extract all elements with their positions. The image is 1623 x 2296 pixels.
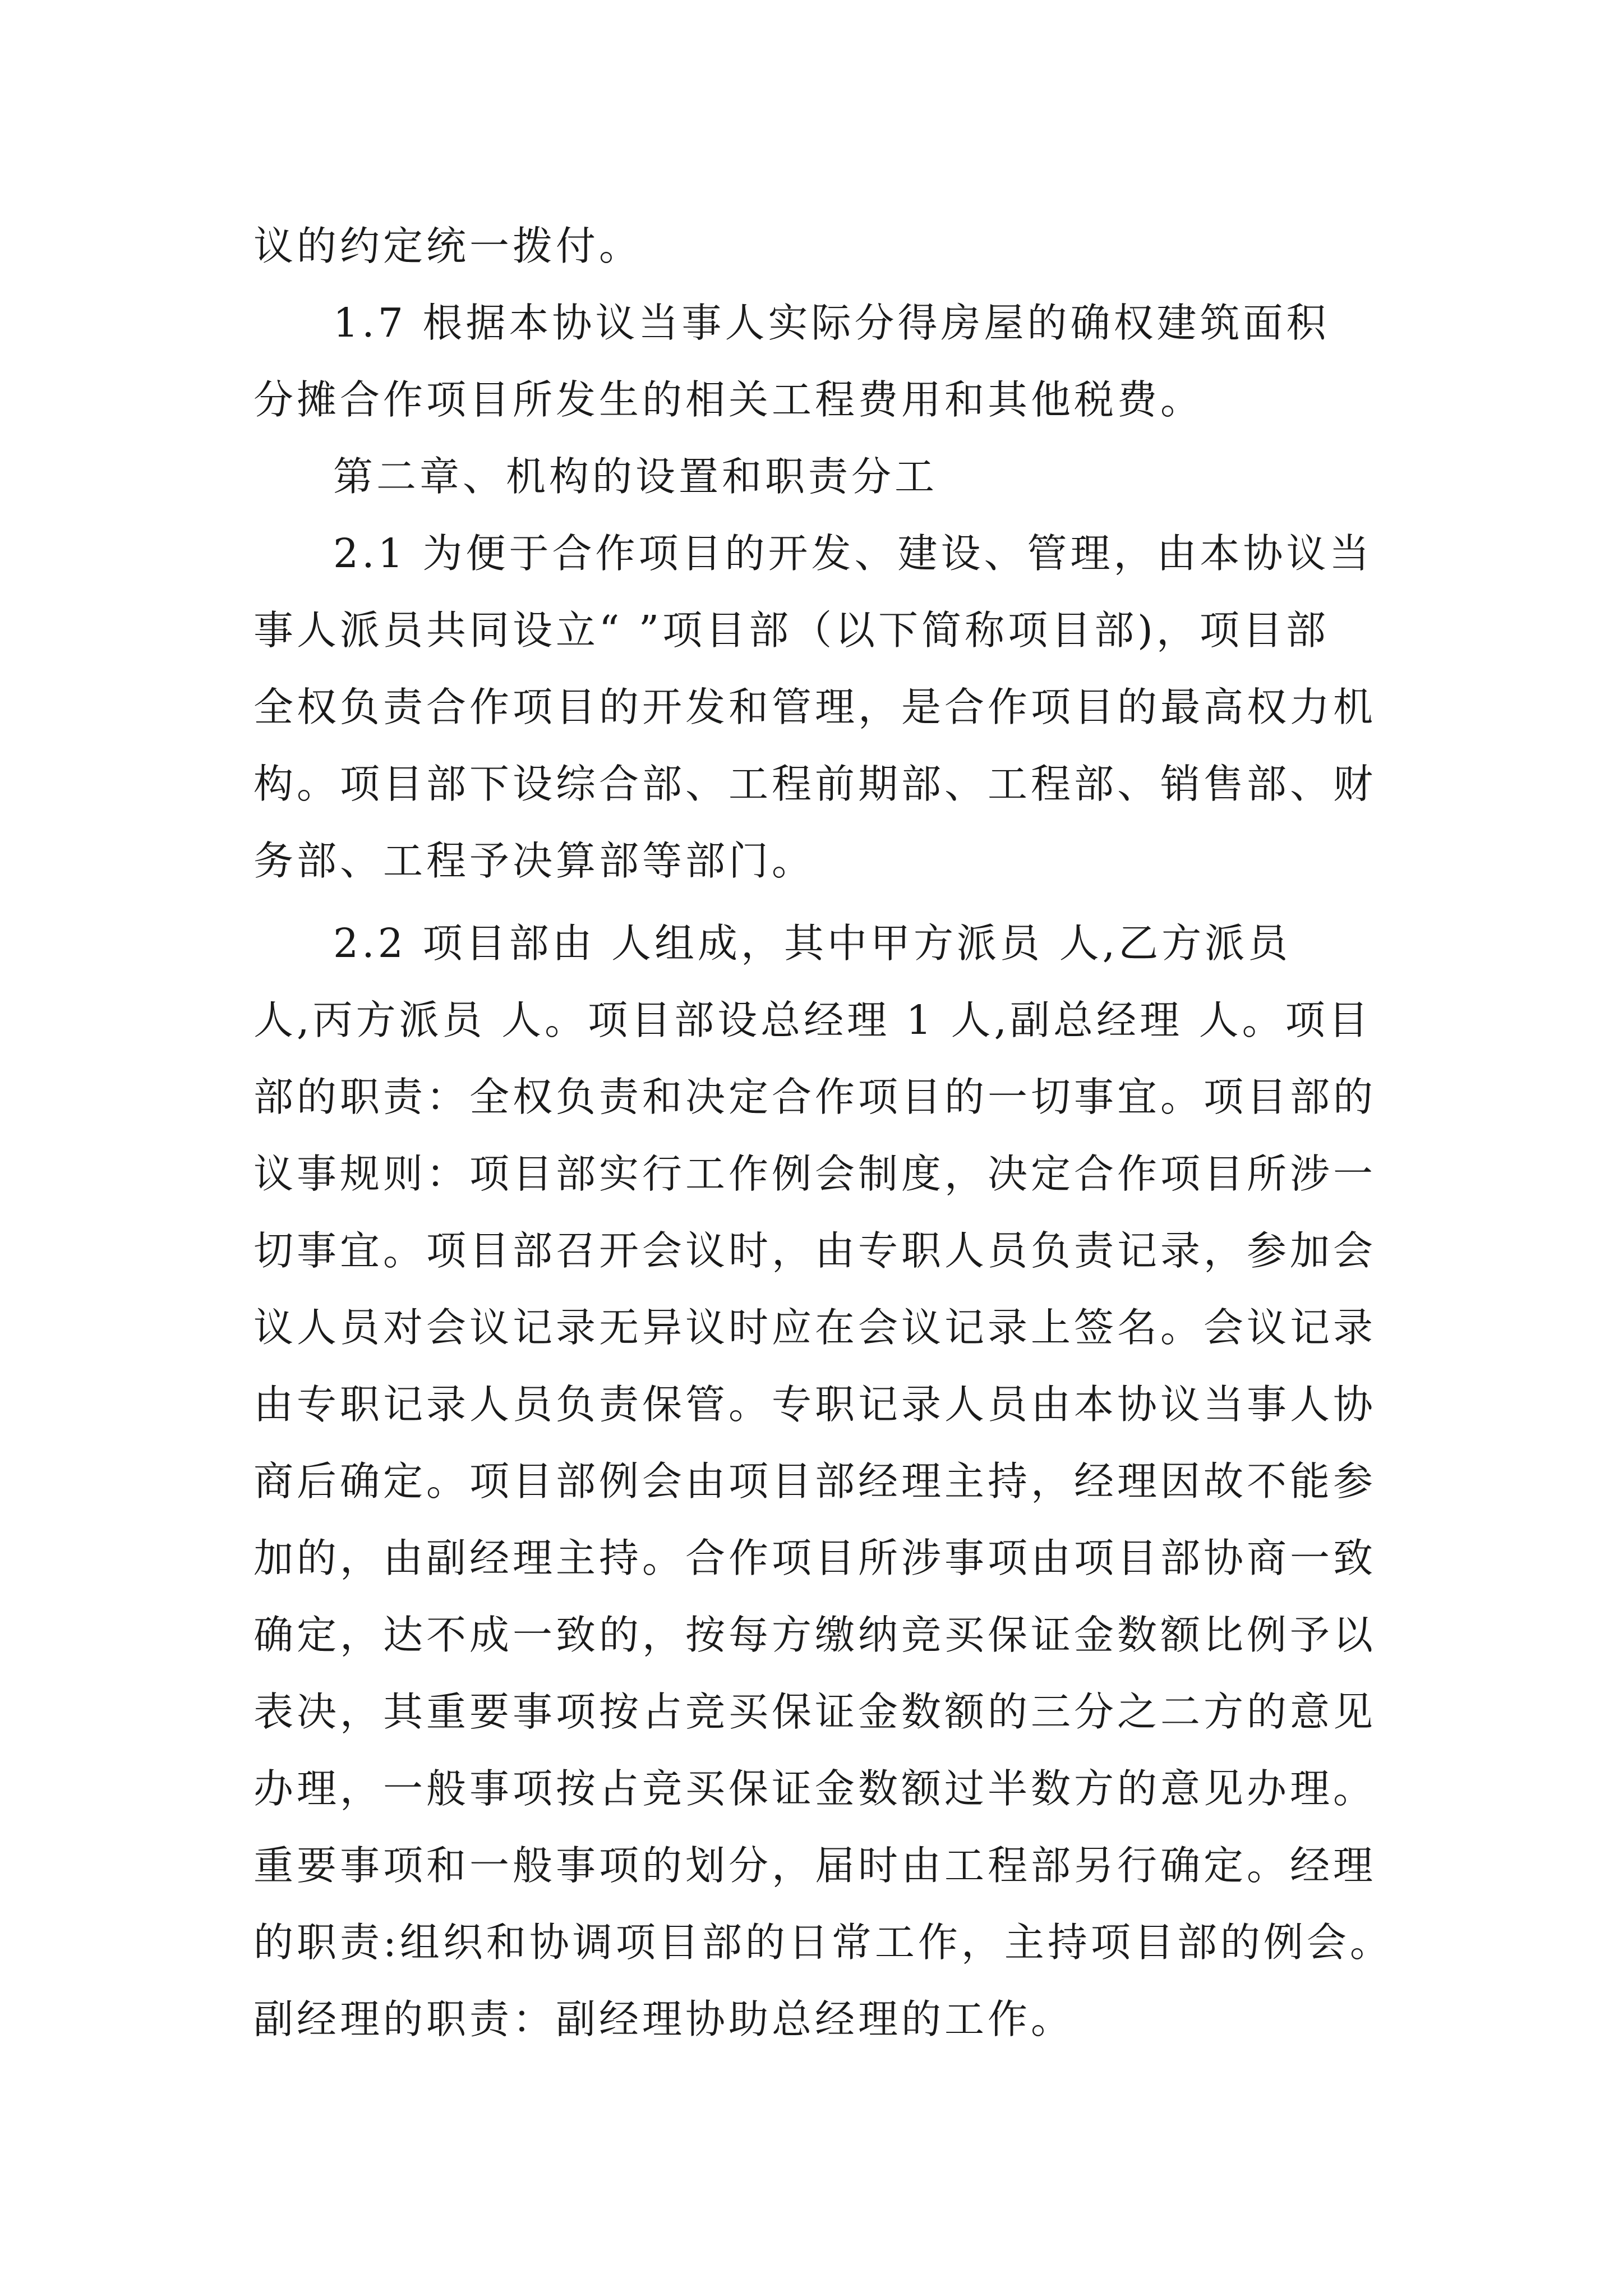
clause-2-1-line: 2.1 为便于合作项目的开发、建设、管理，由本协议当: [333, 530, 1373, 577]
text-line: 议的约定统一拨付。: [253, 223, 643, 269]
text-line: 议事规则：项目部实行工作例会制度，决定合作项目所涉一: [253, 1151, 1377, 1197]
text-line: 构。项目部下设综合部、工程前期部、工程部、销售部、财: [253, 761, 1377, 807]
text-line: 确定，达不成一致的，按每方缴纳竞买保证金数额比例予以: [253, 1612, 1377, 1658]
text-line: 议人员对会议记录无异议时应在会议记录上签名。会议记录: [253, 1304, 1377, 1351]
text-line: 全权负责合作项目的开发和管理，是合作项目的最高权力机: [253, 684, 1377, 730]
document-body: [253, 208, 1392, 2058]
text-line: 切事宜。项目部召开会议时，由专职人员负责记录，参加会: [253, 1227, 1377, 1274]
text-line: 加的，由副经理主持。合作项目所涉事项由项目部协商一致: [253, 1535, 1377, 1581]
chapter-heading: 第二章、机构的设置和职责分工: [333, 453, 938, 500]
text-line: 务部、工程予决算部等部门。: [253, 838, 815, 884]
clause-1-7-line: 1.7 根据本协议当事人实际分得房屋的确权建筑面积: [333, 300, 1330, 346]
text-line: 的职责:组织和协调项目部的日常工作，主持项目部的例会。: [253, 1919, 1393, 1966]
text-line: 人,丙方派员 人。项目部设总经理 1 人,副总经理 人。项目: [253, 997, 1372, 1043]
clause-2-2-line: 2.2 项目部由 人组成，其中甲方派员 人,乙方派员: [333, 920, 1292, 967]
text-line: 部的职责：全权负责和决定合作项目的一切事宜。项目部的: [253, 1074, 1377, 1120]
text-line: 商后确定。项目部例会由项目部经理主持，经理因故不能参: [253, 1458, 1377, 1504]
text-line: 办理，一般事项按占竞买保证金数额过半数方的意见办理。: [253, 1765, 1377, 1812]
text-line: 重要事项和一般事项的划分，届时由工程部另行确定。经理: [253, 1842, 1377, 1889]
text-line: 副经理的职责：副经理协助总经理的工作。: [253, 1996, 1075, 2042]
text-line: 分摊合作项目所发生的相关工程费用和其他税费。: [253, 376, 1204, 423]
text-line: 表决，其重要事项按占竞买保证金数额的三分之二方的意见: [253, 1688, 1377, 1735]
text-line: 事人派员共同设立“ ”项目部（以下简称项目部)，项目部: [253, 607, 1329, 654]
text-line: 由专职记录人员负责保管。专职记录人员由本协议当事人协: [253, 1381, 1377, 1428]
